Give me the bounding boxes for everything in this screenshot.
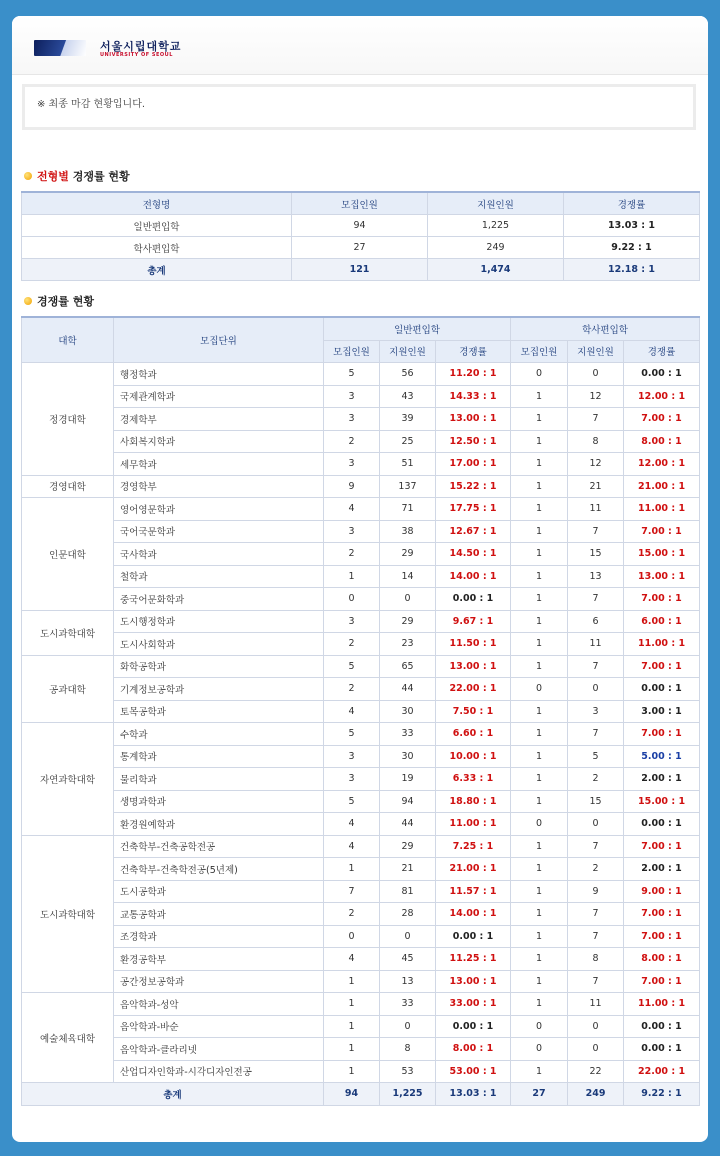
value-cell: 0.00 : 1 [436,588,511,611]
page-header [12,16,708,75]
logo-english: UNIVERSITY OF SEOUL [100,52,173,58]
value-cell: 0.00 : 1 [624,1015,700,1038]
value-cell: 5 [324,723,380,746]
table-row: 학사편입학 27 249 9.22 : 1 [22,237,700,259]
unit-cell: 기계정보공학과 [114,678,324,701]
table-row [22,790,700,813]
value-cell: 9.67 : 1 [436,610,511,633]
value-cell: 33 [380,723,436,746]
table-row [22,363,700,386]
value-cell: 11.00 : 1 [624,993,700,1016]
value-cell: 5 [324,790,380,813]
value-cell: 38 [380,520,436,543]
table-row [22,1060,700,1083]
unit-cell: 통계학과 [114,745,324,768]
table-row [22,565,700,588]
value-cell: 12 [568,453,624,476]
table-row [22,408,700,431]
table-row [22,925,700,948]
value-cell: 8.00 : 1 [624,948,700,971]
value-cell: 2.00 : 1 [624,858,700,881]
value-cell: 5.00 : 1 [624,745,700,768]
value-cell: 56 [380,363,436,386]
column-header: 모집인원 [292,192,428,215]
value-cell: 11.00 : 1 [624,633,700,656]
value-cell: 0.00 : 1 [624,678,700,701]
unit-cell: 행정학과 [114,363,324,386]
value-cell: 1 [324,993,380,1016]
unit-cell: 조경학과 [114,925,324,948]
value-cell: 3.00 : 1 [624,700,700,723]
unit-cell: 경영학부 [114,475,324,498]
value-cell: 21.00 : 1 [624,475,700,498]
value-cell: 29 [380,543,436,566]
value-cell: 13.00 : 1 [624,565,700,588]
value-cell: 1 [511,633,568,656]
value-cell: 1 [511,565,568,588]
value-cell: 13 [380,970,436,993]
unit-cell: 화학공학과 [114,655,324,678]
value-cell: 0 [324,588,380,611]
value-cell: 1 [511,475,568,498]
table-row [22,430,700,453]
column-header: 경쟁률 [624,340,700,363]
value-cell: 7.00 : 1 [624,520,700,543]
value-cell: 0 [568,363,624,386]
value-cell: 1 [511,385,568,408]
value-cell: 1 [511,970,568,993]
value-cell: 14.00 : 1 [436,565,511,588]
value-cell: 0 [380,588,436,611]
value-cell: 53.00 : 1 [436,1060,511,1083]
unit-cell: 사회복지학과 [114,430,324,453]
value-cell: 1 [511,903,568,926]
table-row [22,948,700,971]
value-cell: 9.00 : 1 [624,880,700,903]
competition-rate-table [21,316,700,1106]
value-cell: 3 [324,453,380,476]
value-cell: 7.00 : 1 [624,903,700,926]
value-cell: 7.00 : 1 [624,925,700,948]
value-cell: 12.50 : 1 [436,430,511,453]
general-transfer-header: 일반편입학 [324,317,511,340]
table-row [22,475,700,498]
table-row [22,610,700,633]
college-cell: 자연과학대학 [22,723,114,836]
value-cell: 7 [568,655,624,678]
value-cell: 30 [380,700,436,723]
value-cell: 0 [511,363,568,386]
unit-cell: 건축학부-건축공학전공 [114,835,324,858]
value-cell: 28 [380,903,436,926]
unit-cell: 음악학과-바순 [114,1015,324,1038]
table-row [22,745,700,768]
value-cell: 3 [324,768,380,791]
value-cell: 0.00 : 1 [624,813,700,836]
logo-korean: 서울시립대학교 [100,40,182,53]
unit-cell: 중국어문화학과 [114,588,324,611]
value-cell: 15.00 : 1 [624,543,700,566]
value-cell: 18.80 : 1 [436,790,511,813]
value-cell: 11.50 : 1 [436,633,511,656]
value-cell: 2 [568,768,624,791]
value-cell: 1 [511,835,568,858]
value-cell: 51 [380,453,436,476]
value-cell: 2 [568,858,624,881]
college-cell: 경영대학 [22,475,114,498]
unit-cell: 건축학부-건축학전공(5년제) [114,858,324,881]
table-row [22,453,700,476]
unit-cell: 경제학부 [114,408,324,431]
value-cell: 11 [568,498,624,521]
value-cell: 0 [511,1038,568,1061]
value-cell: 3 [324,408,380,431]
value-cell: 7.00 : 1 [624,408,700,431]
value-cell: 17.00 : 1 [436,453,511,476]
value-cell: 1 [511,858,568,881]
value-cell: 1 [511,948,568,971]
page-card [12,16,708,1142]
unit-cell: 세무학과 [114,453,324,476]
value-cell: 15.22 : 1 [436,475,511,498]
value-cell: 13 [568,565,624,588]
unit-cell: 국사학과 [114,543,324,566]
unit-cell: 국어국문학과 [114,520,324,543]
value-cell: 81 [380,880,436,903]
value-cell: 23 [380,633,436,656]
value-cell: 14 [380,565,436,588]
value-cell: 14.33 : 1 [436,385,511,408]
value-cell: 0 [568,1038,624,1061]
value-cell: 0 [380,925,436,948]
value-cell: 33 [380,993,436,1016]
value-cell: 1 [511,1060,568,1083]
value-cell: 7 [568,925,624,948]
table-row [22,723,700,746]
value-cell: 29 [380,835,436,858]
value-cell: 11.57 : 1 [436,880,511,903]
value-cell: 1 [511,880,568,903]
value-cell: 11 [568,633,624,656]
value-cell: 11.25 : 1 [436,948,511,971]
table-row [22,1038,700,1061]
value-cell: 1 [324,858,380,881]
unit-cell: 환경공학부 [114,948,324,971]
value-cell: 43 [380,385,436,408]
value-cell: 7.00 : 1 [624,835,700,858]
table-row [22,880,700,903]
table-row [22,700,700,723]
section1-title: 전형별 경쟁률 현황 [24,168,130,184]
unit-cell: 도시행정학과 [114,610,324,633]
value-cell: 1 [511,543,568,566]
value-cell: 10.00 : 1 [436,745,511,768]
value-cell: 0 [568,1015,624,1038]
table-row [22,970,700,993]
unit-cell: 공간정보공학과 [114,970,324,993]
value-cell: 94 [380,790,436,813]
value-cell: 9 [324,475,380,498]
value-cell: 6 [568,610,624,633]
total-row: 총계 94 1,225 13.03 : 1 27 249 9.22 : 1 [22,1083,700,1106]
unit-cell: 수학과 [114,723,324,746]
column-header: 지원인원 [568,340,624,363]
college-header: 대학 [22,317,114,363]
value-cell: 1 [511,655,568,678]
value-cell: 0 [380,1015,436,1038]
value-cell: 39 [380,408,436,431]
notice-box [22,84,696,130]
college-cell: 인문대학 [22,498,114,611]
total-row: 총계 121 1,474 12.18 : 1 [22,259,700,281]
value-cell: 44 [380,813,436,836]
value-cell: 2.00 : 1 [624,768,700,791]
value-cell: 3 [568,700,624,723]
column-header: 모집인원 [511,340,568,363]
unit-cell: 환경원예학과 [114,813,324,836]
table-row: 일반편입학 94 1,225 13.03 : 1 [22,215,700,237]
value-cell: 22 [568,1060,624,1083]
table-row [22,655,700,678]
unit-header: 모집단위 [114,317,324,363]
value-cell: 7.25 : 1 [436,835,511,858]
value-cell: 17.75 : 1 [436,498,511,521]
value-cell: 4 [324,813,380,836]
value-cell: 1 [511,588,568,611]
value-cell: 4 [324,948,380,971]
value-cell: 7 [568,520,624,543]
value-cell: 45 [380,948,436,971]
value-cell: 6.60 : 1 [436,723,511,746]
value-cell: 1 [324,565,380,588]
value-cell: 8 [568,430,624,453]
value-cell: 2 [324,633,380,656]
value-cell: 7 [324,880,380,903]
value-cell: 1 [324,970,380,993]
value-cell: 30 [380,745,436,768]
unit-cell: 국제관계학과 [114,385,324,408]
value-cell: 65 [380,655,436,678]
value-cell: 13.00 : 1 [436,408,511,431]
value-cell: 1 [511,453,568,476]
value-cell: 7.00 : 1 [624,723,700,746]
table-row [22,543,700,566]
college-cell: 예술체육대학 [22,993,114,1083]
value-cell: 11.00 : 1 [624,498,700,521]
section2-title: 경쟁률 현황 [24,293,94,309]
value-cell: 0 [511,813,568,836]
table-row [22,633,700,656]
column-header: 전형명 [22,192,292,215]
value-cell: 7 [568,903,624,926]
college-cell: 공과대학 [22,655,114,723]
value-cell: 0.00 : 1 [624,363,700,386]
value-cell: 0.00 : 1 [436,1015,511,1038]
column-header: 경쟁률 [436,340,511,363]
value-cell: 8.00 : 1 [436,1038,511,1061]
column-header: 지원인원 [380,340,436,363]
column-header: 지원인원 [428,192,564,215]
value-cell: 0 [324,925,380,948]
table-row [22,1015,700,1038]
unit-cell: 물리학과 [114,768,324,791]
bachelor-transfer-header: 학사편입학 [511,317,700,340]
value-cell: 6.33 : 1 [436,768,511,791]
value-cell: 1 [511,520,568,543]
value-cell: 3 [324,385,380,408]
value-cell: 1 [511,790,568,813]
value-cell: 7 [568,723,624,746]
value-cell: 0 [568,813,624,836]
value-cell: 15 [568,790,624,813]
value-cell: 4 [324,498,380,521]
unit-cell: 음악학과-클라리넷 [114,1038,324,1061]
value-cell: 29 [380,610,436,633]
value-cell: 22.00 : 1 [436,678,511,701]
value-cell: 137 [380,475,436,498]
value-cell: 1 [511,993,568,1016]
table-row [22,858,700,881]
value-cell: 4 [324,700,380,723]
value-cell: 7 [568,408,624,431]
value-cell: 22.00 : 1 [624,1060,700,1083]
value-cell: 15 [568,543,624,566]
value-cell: 1 [511,610,568,633]
value-cell: 8 [380,1038,436,1061]
value-cell: 7.50 : 1 [436,700,511,723]
unit-cell: 영어영문학과 [114,498,324,521]
value-cell: 13.00 : 1 [436,970,511,993]
value-cell: 1 [511,700,568,723]
value-cell: 4 [324,835,380,858]
value-cell: 12.00 : 1 [624,385,700,408]
value-cell: 0 [511,1015,568,1038]
value-cell: 8 [568,948,624,971]
value-cell: 7 [568,588,624,611]
value-cell: 11 [568,993,624,1016]
value-cell: 0.00 : 1 [436,925,511,948]
value-cell: 71 [380,498,436,521]
unit-cell: 음악학과-성악 [114,993,324,1016]
value-cell: 25 [380,430,436,453]
table-row [22,520,700,543]
value-cell: 1 [324,1038,380,1061]
admission-type-table [21,191,700,281]
unit-cell: 산업디자인학과-시각디자인전공 [114,1060,324,1083]
college-cell: 도시과학대학 [22,835,114,993]
value-cell: 19 [380,768,436,791]
value-cell: 14.50 : 1 [436,543,511,566]
unit-cell: 교통공학과 [114,903,324,926]
value-cell: 5 [568,745,624,768]
value-cell: 1 [324,1060,380,1083]
table-row [22,903,700,926]
unit-cell: 생명과학과 [114,790,324,813]
notice-text: ※ 최종 마감 현황입니다. [37,99,146,110]
value-cell: 7.00 : 1 [624,588,700,611]
unit-cell: 토목공학과 [114,700,324,723]
table-row [22,385,700,408]
value-cell: 21.00 : 1 [436,858,511,881]
value-cell: 7.00 : 1 [624,655,700,678]
value-cell: 15.00 : 1 [624,790,700,813]
value-cell: 1 [511,430,568,453]
value-cell: 21 [568,475,624,498]
value-cell: 12.67 : 1 [436,520,511,543]
college-cell: 도시과학대학 [22,610,114,655]
unit-cell: 도시공학과 [114,880,324,903]
column-header: 모집인원 [324,340,380,363]
value-cell: 7 [568,835,624,858]
value-cell: 3 [324,520,380,543]
table-row [22,993,700,1016]
value-cell: 14.00 : 1 [436,903,511,926]
value-cell: 5 [324,363,380,386]
college-cell: 정경대학 [22,363,114,476]
table-row [22,588,700,611]
table-row [22,835,700,858]
value-cell: 1 [511,768,568,791]
value-cell: 1 [324,1015,380,1038]
value-cell: 1 [511,498,568,521]
value-cell: 12 [568,385,624,408]
value-cell: 3 [324,610,380,633]
value-cell: 8.00 : 1 [624,430,700,453]
value-cell: 33.00 : 1 [436,993,511,1016]
value-cell: 13.00 : 1 [436,655,511,678]
value-cell: 1 [511,408,568,431]
bullet-dot-icon [24,172,32,180]
value-cell: 6.00 : 1 [624,610,700,633]
value-cell: 2 [324,430,380,453]
value-cell: 0 [568,678,624,701]
value-cell: 53 [380,1060,436,1083]
university-logo-icon [34,40,86,56]
value-cell: 2 [324,543,380,566]
value-cell: 0 [511,678,568,701]
value-cell: 2 [324,678,380,701]
column-header: 경쟁률 [564,192,700,215]
value-cell: 11.20 : 1 [436,363,511,386]
value-cell: 3 [324,745,380,768]
table-row [22,678,700,701]
value-cell: 7.00 : 1 [624,970,700,993]
bullet-dot-icon [24,297,32,305]
table-row [22,813,700,836]
value-cell: 21 [380,858,436,881]
value-cell: 12.00 : 1 [624,453,700,476]
value-cell: 5 [324,655,380,678]
value-cell: 9 [568,880,624,903]
value-cell: 7 [568,970,624,993]
unit-cell: 도시사회학과 [114,633,324,656]
table-row [22,768,700,791]
value-cell: 11.00 : 1 [436,813,511,836]
unit-cell: 철학과 [114,565,324,588]
value-cell: 1 [511,723,568,746]
value-cell: 44 [380,678,436,701]
value-cell: 1 [511,925,568,948]
value-cell: 0.00 : 1 [624,1038,700,1061]
value-cell: 1 [511,745,568,768]
value-cell: 2 [324,903,380,926]
table-row [22,498,700,521]
